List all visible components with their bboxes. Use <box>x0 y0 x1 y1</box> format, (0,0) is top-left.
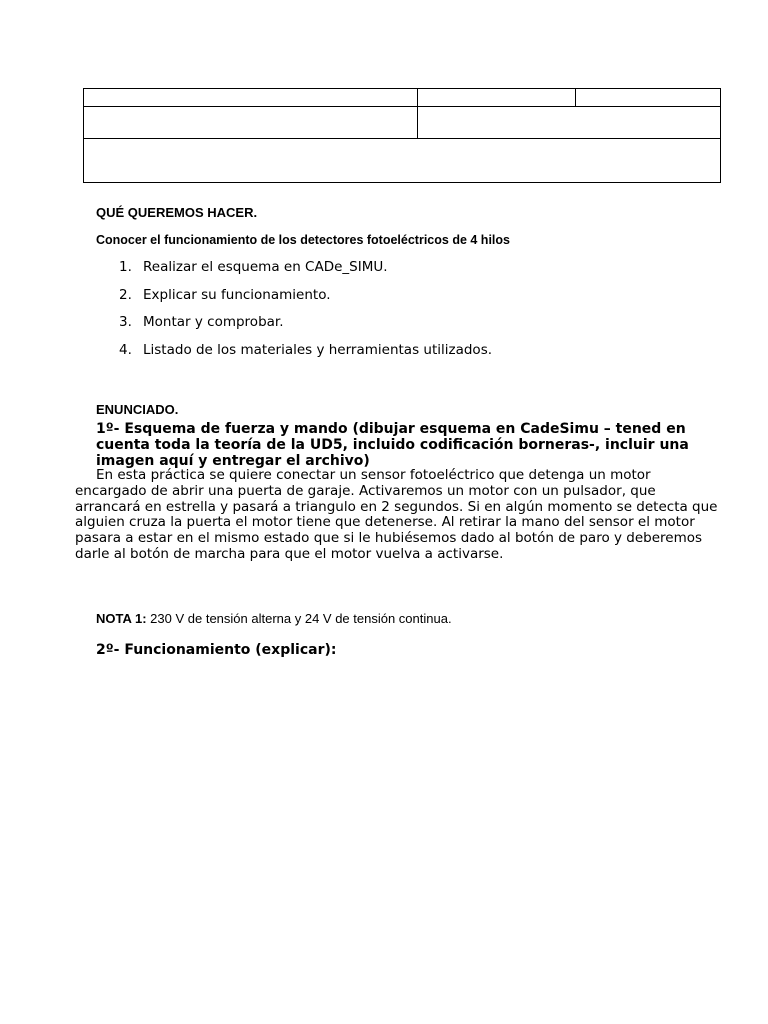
header-cell <box>84 139 721 183</box>
list-item-text: Montar y comprobar. <box>143 314 284 330</box>
list-item-number: 2. <box>119 286 132 303</box>
section1-body: En esta práctica se quiere conectar un sensor fotoeléctrico que detenga un motor encargado de abrir una puerta de garaje. Activaremos un motor con un pulsador, que arrancará en estrella y pasará a triangulo en 2 segundos. Si en algún momento se detecta que alguien cruza la puerta el motor tiene que detenerse. Al retirar la mano del sensor el motor pasara a estar en el mismo estado que si le hubiésemos dado al botón de paro y deberemos darle al botón de marcha para que el motor vuelva a activarse. <box>75 467 718 562</box>
objective-text: Conocer el funcionamiento de los detectores fotoeléctricos de 4 hilos <box>96 233 510 247</box>
header-table <box>83 88 721 183</box>
list-item-text: Explicar su funcionamiento. <box>143 286 331 303</box>
header-cell <box>418 89 576 107</box>
list-item <box>96 342 492 370</box>
list-item-number: 1. <box>119 259 132 275</box>
list-item-text: Listado de los materiales y herramientas utilizados. <box>143 341 493 358</box>
section1-heading: 1º- Esquema de fuerza y mando (dibujar esquema en CadeSimu – tened en cuenta toda la teoría de la UD5, incluido codificación borneras-, incluir una imagen aquí y entregar el archivo) <box>96 421 689 469</box>
header-cell <box>576 89 721 107</box>
list-item <box>96 314 492 342</box>
note-label: NOTA 1: <box>96 611 147 626</box>
list-item <box>96 259 492 287</box>
header-cell <box>84 107 418 139</box>
note-paragraph <box>96 611 452 626</box>
enunciado-heading: ENUNCIADO. <box>96 402 179 417</box>
header-cell <box>84 89 418 107</box>
list-item <box>96 287 492 315</box>
section2-heading: 2º- Funcionamiento (explicar): <box>96 642 337 658</box>
list-item-number: 3. <box>119 314 132 330</box>
header-cell <box>418 107 721 139</box>
note-text: 230 V de tensión alterna y 24 V de tensión continua. <box>146 611 452 626</box>
steps-list <box>96 259 492 369</box>
que-queremos-heading: QUÉ QUEREMOS HACER. <box>96 205 258 220</box>
list-item-number: 4. <box>119 341 132 358</box>
list-item-text: Realizar el esquema en CADe_SIMU. <box>143 259 388 275</box>
